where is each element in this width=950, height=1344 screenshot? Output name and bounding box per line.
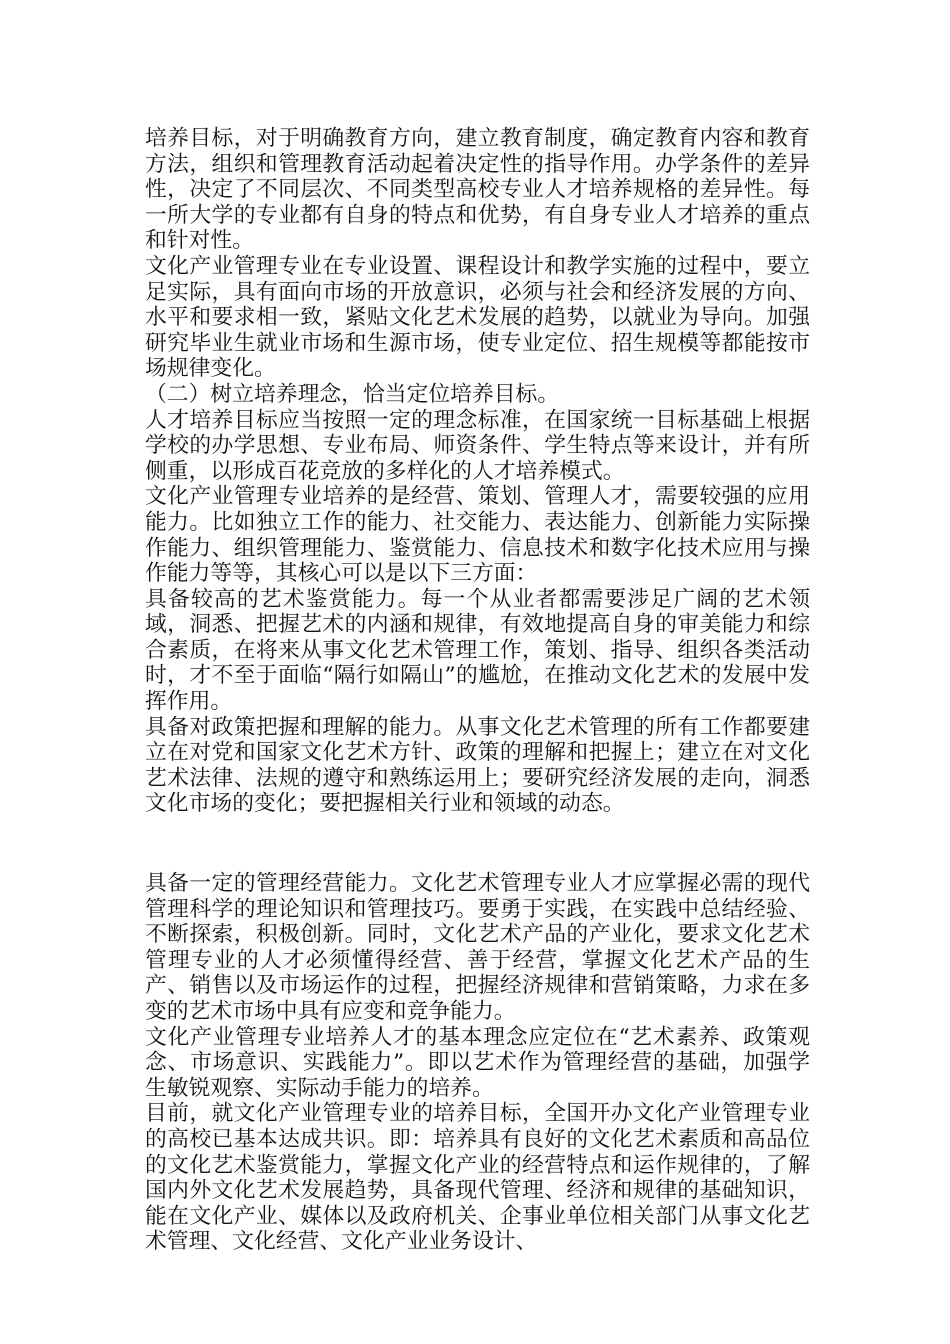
- paragraph-training-goal-importance: 培养目标，对于明确教育方向，建立教育制度，确定教育内容和教育方法，组织和管理教育活动起着决定性的指导作用。办学条件的差异性，决定了不同层次、不同类型高校专业人才培养规格的差异性。每一所大学的专业都有自身的特点和优势，有自身专业人才培养的重点和针对性。: [145, 126, 810, 254]
- paragraph-basic-concept: 文化产业管理专业培养人才的基本理念应定位在“艺术素养、政策观念、市场意识、实践能力”。即以艺术作为管理经营的基础，加强学生敏锐观察、实际动手能力的培养。: [145, 1024, 810, 1101]
- section-heading-training-concept: （二）树立培养理念，恰当定位培养目标。: [145, 381, 560, 407]
- page-gap: [145, 817, 810, 871]
- document-page: [145, 126, 810, 1255]
- paragraph-current-consensus: 目前，就文化产业管理专业的培养目标，全国开办文化产业管理专业的高校已基本达成共识。即：培养具有良好的文化艺术素质和高品位的文化艺术鉴赏能力，掌握文化产业的经营特点和运作规律的，了解国内外文化艺术发展趋势，具备现代管理、经济和规律的基础知识，能在文化产业、媒体以及政府机关、企事业单位相关部门从事文化艺术管理、文化经营、文化产业业务设计、: [145, 1101, 810, 1255]
- paragraph-market-orientation: 文化产业管理专业在专业设置、课程设计和教学实施的过程中，要立足实际，具有面向市场的开放意识，必须与社会和经济发展的方向、水平和要求相一致，紧贴文化艺术发展的趋势，以就业为导向。加强研究毕业生就业市场和生源市场，使专业定位、招生规模等都能按市场规律变化。: [145, 253, 810, 382]
- paragraph-policy-understanding: 具备对政策把握和理解的能力。从事文化艺术管理的所有工作都要建立在对党和国家文化艺术方针、政策的理解和把握上；建立在对文化艺术法律、法规的遵守和熟练运用上；要研究经济发展的走向，洞悉文化市场的变化；要把握相关行业和领域的动态。: [145, 714, 810, 817]
- paragraph-management-ability: 具备一定的管理经营能力。文化艺术管理专业人才应掌握必需的现代管理科学的理论知识和管理技巧。要勇于实践，在实践中总结经验、不断探索，积极创新。同时，文化艺术产品的产业化，要求文化艺术管理专业的人才必须懂得经营、善于经营，掌握文化艺术产品的生产、销售以及市场运作的过程，把握经济规律和营销策略，力求在多变的艺术市场中具有应变和竞争能力。: [145, 871, 810, 1024]
- paragraph-training-standard: 人才培养目标应当按照一定的理念标准，在国家统一目标基础上根据学校的办学思想、专业布局、师资条件、学生特点等来设计，并有所侧重，以形成百花竞放的多样化的人才培养模式。: [145, 407, 810, 484]
- paragraph-art-appreciation: 具备较高的艺术鉴赏能力。每一个从业者都需要涉足广阔的艺术领域，洞悉、把握艺术的内涵和规律，有效地提高自身的审美能力和综合素质，在将来从事文化艺术管理工作，策划、指导、组织各类活动时，才不至于面临“隔行如隔山”的尴尬，在推动文化艺术的发展中发挥作用。: [145, 586, 810, 715]
- paragraph-required-abilities: 文化产业管理专业培养的是经营、策划、管理人才，需要较强的应用能力。比如独立工作的能力、社交能力、表达能力、创新能力实际操作能力、组织管理能力、鉴赏能力、信息技术和数字化技术应用与操作能力等等，其核心可以是以下三方面：: [145, 484, 810, 587]
